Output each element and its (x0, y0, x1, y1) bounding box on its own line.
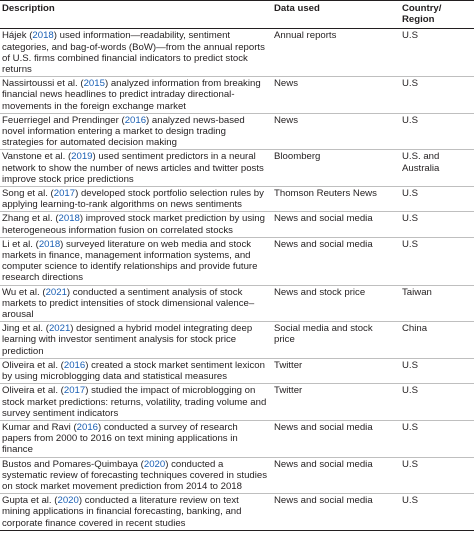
description-text: analyzed information from breaking financial news headlines to predict intraday directional-movements in the foreign exchange market (2, 78, 261, 112)
data-used-cell: Thomson Reuters News (272, 187, 400, 212)
description-text: used information—readability, sentiment categories, and bag-of-words (BoW)—from the annual reports of U.S. firms combined financial indicators to predict stock returns (2, 30, 265, 76)
data-used-cell: Social media and stock price (272, 322, 400, 359)
citation-year-link[interactable]: 2016 (76, 421, 99, 433)
data-used-cell: News and social media (272, 237, 400, 285)
citation-year-link[interactable]: 2021 (48, 323, 71, 335)
description-cell: Wu et al. (2021) conducted a sentiment analysis of stock markets to predict intensities of stock dimensional valence–arousal (0, 285, 272, 322)
citation-year-link[interactable]: 2018 (38, 238, 61, 250)
description-text: designed a hybrid model integrating deep learning with investor sentiment analysis for stock price prediction (2, 323, 253, 357)
citation-year-link[interactable]: 2017 (63, 385, 86, 397)
author-name: Oliveira et al. (2, 359, 58, 371)
description-cell: Oliveira et al. (2017) studied the impact of microblogging on stock market predictions: returns, volatility, trading volume and survey sentiment indicators (0, 384, 272, 421)
data-used-cell: Bloomberg (272, 150, 400, 187)
description-text: conducted a literature review on text mining applications in financial forecasting, banking, and corporate finance covered in recent studies (2, 495, 242, 529)
description-text: developed stock portfolio selection rules by applying learning-to-rank algorithms on news sentiments (2, 188, 264, 211)
description-text: created a stock market sentiment lexicon by using microblogging data and statistical measures (2, 359, 265, 383)
country-cell: U.S (400, 237, 474, 285)
country-cell: U.S (400, 29, 474, 77)
country-cell: U.S (400, 494, 474, 531)
description-cell: Song et al. (2017) developed stock portfolio selection rules by applying learning-to-rank algorithms on news sentiments (0, 187, 272, 212)
country-cell: U.S (400, 77, 474, 114)
country-cell: U.S (400, 358, 474, 383)
header-row (0, 1, 474, 29)
table-row (0, 29, 474, 77)
author-name: Nassirtoussi et al. (2, 78, 78, 90)
author-name: Oliveira et al. (2, 385, 58, 397)
author-name: Li et al. (2, 238, 33, 250)
author-name: Jing et al. (2, 323, 44, 335)
description-text: conducted a survey of research papers from 2000 to 2016 on text mining applications in finance (2, 421, 238, 456)
data-used-cell: News (272, 77, 400, 114)
author-name: Hájek (2, 30, 27, 42)
table-row (0, 285, 474, 322)
description-cell: Kumar and Ravi (2016) conducted a survey of research papers from 2000 to 2016 on text mining applications in finance (0, 420, 272, 457)
author-name: Vanstone et al. (2, 151, 66, 163)
citation-year-link[interactable]: 2019 (71, 151, 93, 163)
table-row (0, 494, 474, 531)
table-row (0, 384, 474, 421)
country-cell: China (400, 322, 474, 359)
author-name: Feuerriegel and Prendinger (2, 114, 119, 126)
citation-year-link[interactable]: 2020 (57, 495, 79, 507)
table-row (0, 113, 474, 150)
author-name: Song et al. (2, 188, 48, 200)
author-name: Bustos and Pomares-Quimbaya (2, 458, 138, 470)
author-name: Wu et al. (2, 286, 40, 298)
author-name: Kumar and Ravi (2, 421, 71, 433)
table-row (0, 358, 474, 383)
description-cell: Oliveira et al. (2016) created a stock market sentiment lexicon by using microblogging data and statistical measures (0, 358, 272, 383)
author-name: Gupta et al. (2, 495, 52, 507)
table-row (0, 212, 474, 237)
description-text: improved stock market prediction by using heterogeneous information fusion on correlated stocks (2, 213, 265, 236)
table-row (0, 420, 474, 457)
header-description: Description (0, 1, 272, 29)
data-used-cell: News and social media (272, 457, 400, 494)
data-used-cell: News and social media (272, 494, 400, 531)
citation-year-link[interactable]: 2017 (53, 188, 76, 200)
description-text: conducted a sentiment analysis of stock markets to predict intensities of stock dimensional valence–arousal (2, 286, 255, 321)
country-cell: U.S (400, 384, 474, 421)
description-text: used sentiment predictors in a neural network to show the number of news articles and twitter posts improve stock price predictions (2, 151, 264, 185)
country-cell: U.S (400, 212, 474, 237)
description-cell: Hájek (2018) used information—readability, sentiment categories, and bag-of-words (BoW)—from the annual reports of U.S. firms combined financial indicators to predict stock returns (0, 29, 272, 77)
data-used-cell: News and stock price (272, 285, 400, 322)
table-row (0, 457, 474, 494)
table-row (0, 237, 474, 285)
data-used-cell: News (272, 113, 400, 150)
description-text: analyzed news-based novel information entering a market to design trading strategies for automated decision making (2, 114, 245, 149)
citation-year-link[interactable]: 2018 (32, 30, 54, 42)
data-used-cell: Annual reports (272, 29, 400, 77)
header-country-region: Country/ Region (400, 1, 474, 29)
description-cell: Li et al. (2018) surveyed literature on web media and stock markets in finance, management information systems, and computer science to identify relationships and provide future research directions (0, 237, 272, 285)
description-text: conducted a systematic review of forecasting techniques covered in studies on stock market movement prediction from 2014 to 2018 (2, 458, 268, 492)
table-row (0, 150, 474, 187)
citation-year-link[interactable]: 2021 (45, 286, 67, 298)
citation-year-link[interactable]: 2020 (143, 458, 166, 470)
description-cell: Jing et al. (2021) designed a hybrid model integrating deep learning with investor sentiment analysis for stock price prediction (0, 322, 272, 359)
description-cell: Nassirtoussi et al. (2015) analyzed information from breaking financial news headlines to predict intraday directional-movements in the foreign exchange market (0, 77, 272, 114)
description-cell: Bustos and Pomares-Quimbaya (2020) conducted a systematic review of forecasting techniques covered in studies on stock market movement prediction from 2014 to 2018 (0, 457, 272, 494)
table-row (0, 187, 474, 212)
country-cell: U.S (400, 420, 474, 457)
citation-year-link[interactable]: 2018 (58, 213, 80, 225)
country-cell: U.S. and Australia (400, 150, 474, 187)
country-cell: U.S (400, 187, 474, 212)
citation-year-link[interactable]: 2015 (83, 78, 105, 90)
data-used-cell: News and social media (272, 420, 400, 457)
description-cell: Zhang et al. (2018) improved stock market prediction by using heterogeneous information fusion on correlated stocks (0, 212, 272, 237)
data-used-cell: Twitter (272, 358, 400, 383)
description-cell: Gupta et al. (2020) conducted a literature review on text mining applications in financial forecasting, banking, and corporate finance covered in recent studies (0, 494, 272, 531)
table-body (0, 29, 474, 530)
data-used-cell: Twitter (272, 384, 400, 421)
author-name: Zhang et al. (2, 213, 53, 225)
description-cell: Vanstone et al. (2019) used sentiment predictors in a neural network to show the number of news articles and twitter posts improve stock price predictions (0, 150, 272, 187)
data-used-cell: News and social media (272, 212, 400, 237)
citation-year-link[interactable]: 2016 (124, 114, 147, 126)
citation-year-link[interactable]: 2016 (63, 359, 86, 371)
table-row (0, 322, 474, 359)
description-text: surveyed literature on web media and stock markets in finance, management information systems, and computer science to identify relationships and provide future research directions (2, 238, 258, 284)
country-cell: U.S (400, 113, 474, 150)
description-text: studied the impact of microblogging on stock market predictions: returns, volatility, trading volume and survey sentiment indicators (2, 385, 267, 419)
table-row (0, 77, 474, 114)
description-cell: Feuerriegel and Prendinger (2016) analyzed news-based novel information entering a market to design trading strategies for automated decision making (0, 113, 272, 150)
country-cell: U.S (400, 457, 474, 494)
header-data-used: Data used (272, 1, 400, 29)
country-cell: Taiwan (400, 285, 474, 322)
